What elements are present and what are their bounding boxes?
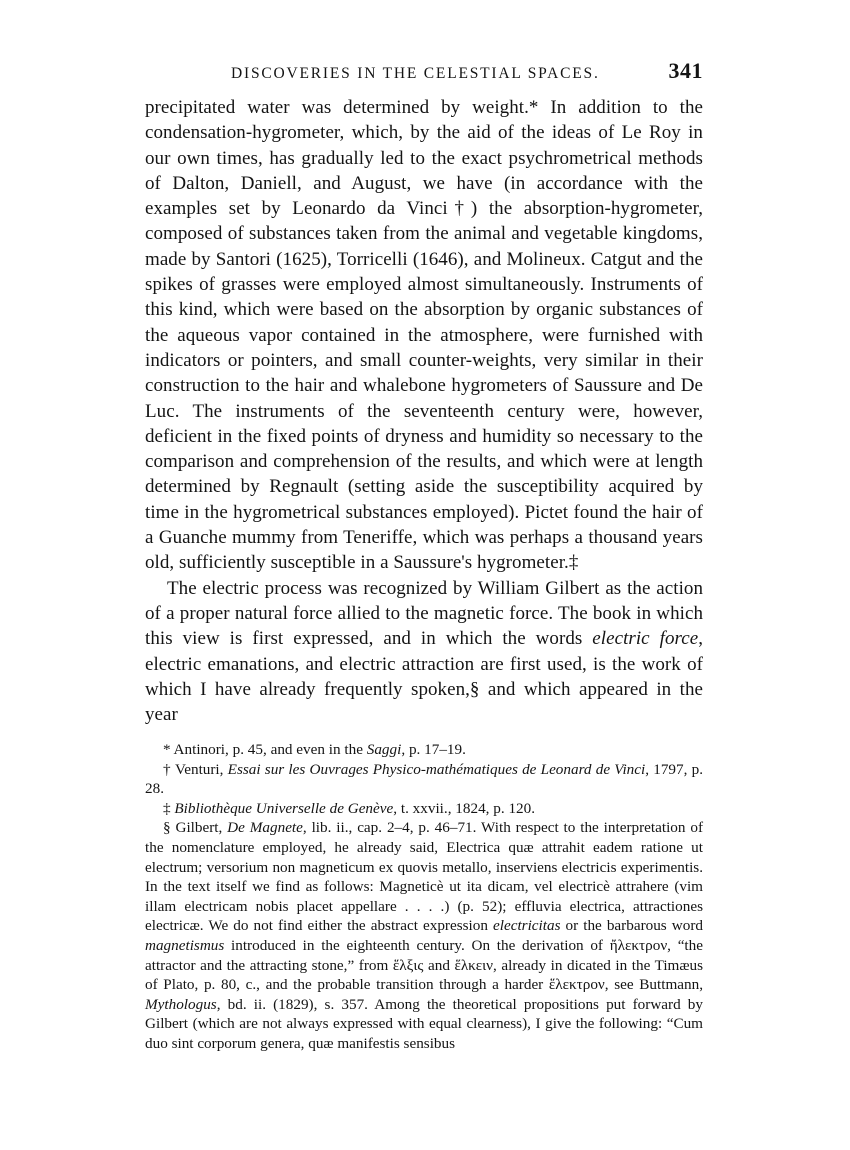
footnote-text: , bd. ii. (1829), s. 357. Among the theoretical propositions put forward by Gilbert (which are not always expressed with equal clearness), I give the following: “Cum duo sint corporum genera, quæ manifestis sensibus bbox=[145, 995, 703, 1052]
running-head: DISCOVERIES IN THE CELESTIAL SPACES. bbox=[231, 65, 600, 82]
footnote-italic: magnetismus bbox=[145, 936, 225, 954]
italic-term: electric force bbox=[592, 628, 699, 650]
footnote-text: * Antinori, p. 45, and even in the bbox=[163, 741, 367, 758]
page-number: 341 bbox=[668, 58, 703, 83]
paragraph-electric-process bbox=[145, 576, 703, 728]
footnote-text: , 1797, p. 28. bbox=[145, 760, 704, 798]
footnote-text: § Gilbert, bbox=[163, 819, 228, 837]
footnote-italic: electricitas bbox=[493, 917, 561, 935]
footnote-bibliotheque bbox=[145, 799, 703, 819]
footnote-italic: Bibliothèque Universelle de Genève bbox=[174, 799, 394, 817]
footnotes bbox=[145, 740, 703, 1054]
footnote-text: † Venturi, bbox=[163, 760, 228, 778]
page-header bbox=[145, 58, 703, 84]
footnote-text: introduced in the eighteenth century. On the derivation of ἤλεκτρον, “the attractor and the attracting stone,” from ἕλξις and ἕλκειν, already in dicated in the Timæus of Plato, p. 80, c., and the probable transition through a harder ἕλεκτρον, see Buttmann, bbox=[145, 936, 703, 994]
paragraph-text: , electric emanations, and electric attraction are first used, is the work of which I have already frequently spoken,§ and which appeared in the year bbox=[145, 628, 704, 726]
footnote-text: ‡ bbox=[163, 799, 175, 817]
footnote-text: , p. 17–19. bbox=[401, 741, 466, 758]
footnote-text: , lib. ii., cap. 2–4, p. 46–71. With respect to the interpretation of the nomenclature employed, he already said, Electrica quæ attrahit eadem ratione ut electrum; versorium non magneticum ex quovis metallo, inserviens electricis experimentis. In the text itself we find as follows: Magneticè ut ita dicam, vel electricè attrahere (vim illam electricam nobis placet appellare . . . .) (p. 52); effluvia electrica, attractiones electricæ. We do not find either the abstract expression bbox=[145, 819, 704, 935]
footnote-italic: Saggi bbox=[366, 741, 402, 758]
footnote-venturi bbox=[145, 760, 703, 799]
footnote-text: or the barbarous word bbox=[560, 917, 703, 935]
paragraph-hygrometers bbox=[145, 95, 703, 576]
main-text bbox=[145, 95, 703, 727]
footnote-italic: Mythologus bbox=[145, 995, 217, 1013]
footnote-italic: Essai sur les Ouvrages Physico-mathématiques de Leonard de Vinci bbox=[227, 760, 646, 778]
paragraph-text: The electric process was recognized by William Gilbert as the action of a proper natural force allied to the magnetic force. The book in which this view is first expressed, and in which the words bbox=[145, 577, 703, 650]
footnote-gilbert bbox=[145, 818, 703, 1053]
paragraph-text: precipitated water was determined by weight.* In addition to the condensation-hygrometer, which, by the aid of the ideas of Le Roy in our own times, has gradually led to the exact psychrometrical methods of Dalton, Daniell, and August, we have (in accordance with the examples set by Leonardo da Vinci†) the absorption-hygrometer, composed of substances taken from the animal and vegetable kingdoms, made by Santori (1625), Torricelli (1646), and Molineux. Catgut and the spikes of grasses were employed almost simultaneously. Instruments of this kind, which were based on the absorption by organic substances of the aqueous vapor contained in the atmosphere, were furnished with indicators or pointers, and small counter-weights, very similar in their construction to the hair and whalebone hygrometers of Saussure and De Luc. The instruments of the seventeenth century were, however, deficient in the fixed points of dryness and humidity so necessary to the comparison and comprehension of the results, and which were at length determined by Regnault (setting aside the susceptibility acquired by time in the hygrometrical substances employed). Pictet found the hair of a Guanche mummy from Teneriffe, which was perhaps a thousand years old, sufficiently susceptible in a Saussure's hygrometer.‡ bbox=[145, 97, 703, 574]
footnote-italic: De Magnete bbox=[227, 819, 303, 837]
footnote-text: , t. xxvii., 1824, p. 120. bbox=[393, 799, 536, 817]
footnote-antinori bbox=[145, 740, 703, 760]
